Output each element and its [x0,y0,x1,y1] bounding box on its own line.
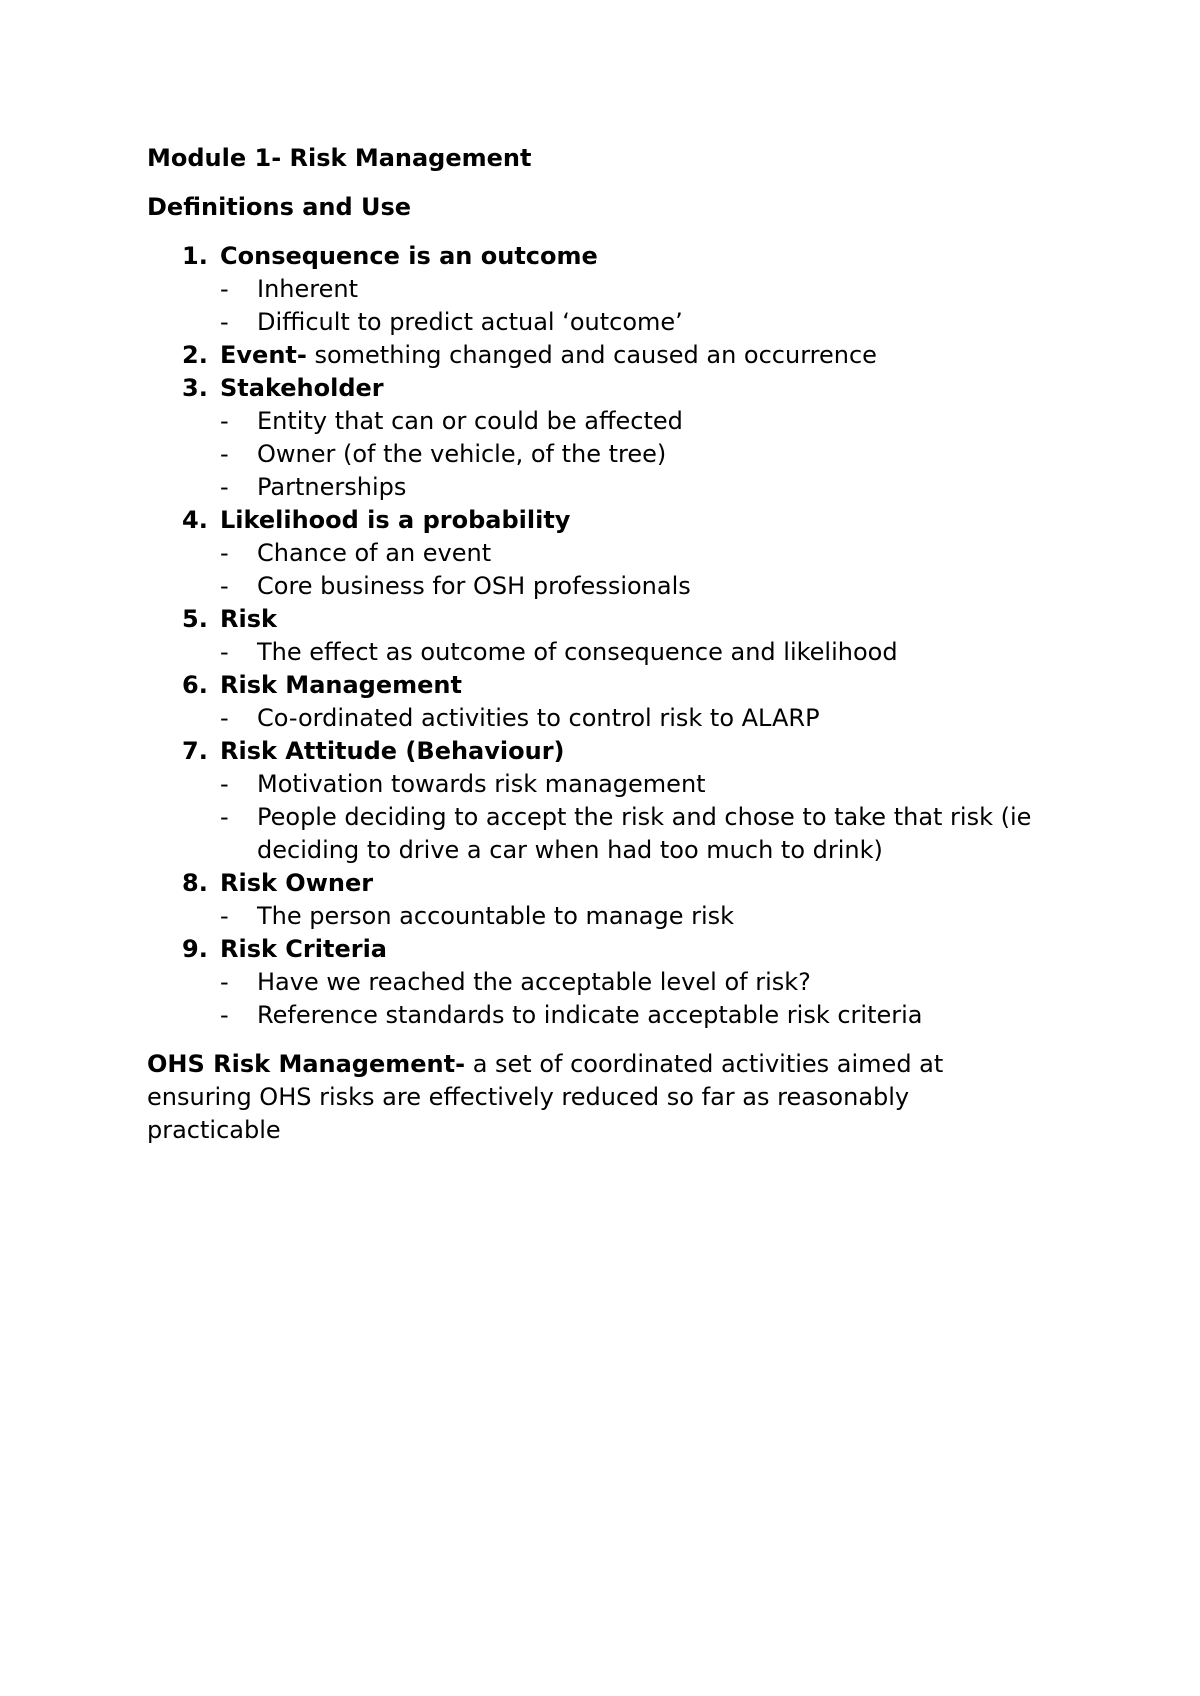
sub-point-list [220,966,1067,1032]
sub-point-text: Entity that can or could be affected [257,407,683,435]
sub-point-text: Core business for OSH professionals [257,572,691,600]
definition-item [147,669,1067,735]
sub-point-text: Chance of an event [257,539,492,567]
definition-number: 1. [182,242,208,270]
definition-term: Risk [220,605,277,633]
definition-item [147,933,1067,1032]
closing-paragraph [147,1048,977,1147]
dash-bullet: - [220,407,229,435]
sub-point-list [220,702,1067,735]
dash-bullet: - [220,638,229,666]
definition-term: Risk Criteria [220,935,387,963]
dash-bullet: - [220,704,229,732]
definition-text: something changed and caused an occurrence [306,341,877,369]
sub-point [220,900,1067,933]
page-title: Module 1- Risk Management [147,144,532,172]
sub-point-list [220,405,1067,504]
sub-point [220,999,1067,1032]
sub-point-text: Reference standards to indicate acceptable risk criteria [257,1001,923,1029]
dash-bullet: - [220,440,229,468]
definition-term: Consequence is an outcome [220,242,598,270]
sub-point [220,768,1067,801]
dash-bullet: - [220,968,229,996]
sub-point-list [220,900,1067,933]
definition-term: Likelihood is a probability [220,506,571,534]
definition-number: 6. [182,671,208,699]
dash-bullet: - [220,539,229,567]
sub-point [220,570,1067,603]
sub-point [220,702,1067,735]
definition-term: Risk Owner [220,869,374,897]
sub-point-list [220,636,1067,669]
sub-point-text: Have we reached the acceptable level of risk? [257,968,811,996]
definition-item [147,339,1067,372]
definition-number: 8. [182,869,208,897]
sub-point [220,966,1067,999]
document-page [147,142,1067,1147]
sub-point [220,306,1067,339]
definition-item [147,372,1067,504]
sub-point [220,801,1067,867]
definition-term: Event- [220,341,307,369]
definition-number: 4. [182,506,208,534]
dash-bullet: - [220,770,229,798]
sub-point-text: The person accountable to manage risk [257,902,735,930]
definition-number: 7. [182,737,208,765]
dash-bullet: - [220,902,229,930]
definition-item [147,504,1067,603]
definition-item [147,867,1067,933]
sub-point [220,636,1067,669]
sub-point-text: Motivation towards risk management [257,770,706,798]
closing-term: OHS Risk Management- [147,1050,466,1078]
definition-item [147,240,1067,339]
sub-point [220,537,1067,570]
dash-bullet: - [220,473,229,501]
definition-term: Risk Management [220,671,462,699]
sub-point-text: People deciding to accept the risk and chose to take that risk (ie deciding to drive a car when had too much to drink) [257,803,1032,864]
definition-item [147,603,1067,669]
sub-point [220,273,1067,306]
sub-point [220,438,1067,471]
sub-point-text: Partnerships [257,473,407,501]
definition-item [147,735,1067,867]
definition-number: 5. [182,605,208,633]
sub-point-text: Inherent [257,275,358,303]
sub-point [220,405,1067,438]
definition-number: 3. [182,374,208,402]
sub-point-list [220,273,1067,339]
dash-bullet: - [220,275,229,303]
definition-number: 2. [182,341,208,369]
sub-point-list [220,537,1067,603]
sub-point-text: Difficult to predict actual ‘outcome’ [257,308,683,336]
closing-text: a set of coordinated activities aimed at ensuring OHS risks are effectively reduced so far as reasonably practicable [147,1050,944,1144]
sub-point-text: The effect as outcome of consequence and likelihood [257,638,898,666]
sub-point-text: Co-ordinated activities to control risk to ALARP [257,704,820,732]
definition-term: Stakeholder [220,374,384,402]
definition-term: Risk Attitude (Behaviour) [220,737,565,765]
sub-point [220,471,1067,504]
sub-point-list [220,768,1067,867]
dash-bullet: - [220,308,229,336]
dash-bullet: - [220,572,229,600]
sub-point-text: Owner (of the vehicle, of the tree) [257,440,667,468]
dash-bullet: - [220,803,229,831]
section-heading: Definitions and Use [147,193,412,221]
dash-bullet: - [220,1001,229,1029]
definition-number: 9. [182,935,208,963]
definitions-list [147,240,1067,1032]
